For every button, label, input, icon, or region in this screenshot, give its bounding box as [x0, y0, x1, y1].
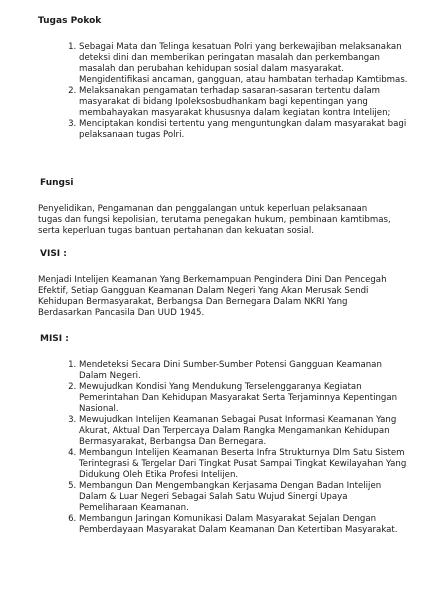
list-item: 2. Melaksanakan pengamatan terhadap sasaran-sasaran tertentu dalam masyarakat di bidang Ipoleksosbudhankam bagi kepentingan yang membahayakan masyarakat khususnya dalam kegiatan kontra Intelijen; [79, 86, 409, 119]
list-item: 3. Menciptakan kondisi tertentu yang menguntungkan dalam masyarakat bagi pelaksanaan tugas Polri. [79, 119, 409, 141]
visi-text: Menjadi Intelijen Keamanan Yang Berkemampuan Pengindera Dini Dan Pencegah Efektif, Setiap Gangguan Keamanan Dalam Negeri Yang Akan Merusak Sendi Kehidupan Bermasyarakat, Berbangsa Dan Bernegara Dalam NKRI Yang Berdasarkan Pancasila Dan UUD 1945. [38, 275, 387, 318]
list-item: 5. Membangun Dan Mengembangkan Kerjasama Dengan Badan Intelijen Dalam & Luar Negeri Sebagai Salah Satu Wujud Sinergi Upaya Pemeliharaan Keamanan. [79, 481, 409, 514]
list-item: 1. Sebagai Mata dan Telinga kesatuan Polri yang berkewajiban melaksanakan deteksi dini dan memberikan peringatan masalah dan perkembangan masalah dan perubahan kehidupan sosial dalam masyarakat. Mengidentifikasi ancaman, gangguan, atau hambatan terhadap Kamtibmas. [79, 42, 409, 86]
tugas-pokok-heading: Tugas Pokok [38, 16, 102, 26]
list-item: 2. Mewujudkan Kondisi Yang Mendukung Terselenggaranya Kegiatan Pemerintahan Dan Kehidupan Masyarakat Serta Terjaminnya Kepentingan Nasional. [79, 382, 409, 415]
fungsi-heading: Fungsi [40, 178, 74, 188]
misi-heading: MISI : [40, 334, 69, 344]
tugas-pokok-list [57, 42, 409, 141]
misi-list [57, 360, 409, 536]
list-item: 3. Mewujudkan Intelijen Keamanan Sebagai Pusat Informasi Keamanan Yang Akurat, Aktual Dan Terpercaya Dalam Rangka Mengamankan Kehidupan Bermasyarakat, Berbangsa Dan Bernegara. [79, 415, 409, 448]
visi-heading: VISI : [40, 249, 67, 259]
list-item: 1. Mendeteksi Secara Dini Sumber-Sumber Potensi Gangguan Keamanan Dalam Negeri. [79, 360, 409, 382]
list-item: 6. Membangun Jaringan Komunikasi Dalam Masyarakat Sejalan Dengan Pemberdayaan Masyarakat Dalam Keamanan Dan Ketertiban Masyarakat. [79, 514, 409, 536]
fungsi-text: Penyelidikan, Pengamanan dan penggalangan untuk keperluan pelaksanaan tugas dan fungsi kepolisian, terutama penegakan hukum, pembinaan kamtibmas, serta keperluan tugas bantuan pertahanan dan kekuatan sosial. [38, 204, 391, 236]
list-item: 4. Membangun Intelijen Keamanan Beserta Infra Strukturnya Dlm Satu Sistem Terintegrasi & Tergelar Dari Tingkat Pusat Sampai Tingkat Kewilayahan Yang Didukung Oleh Etika Profesi Intelijen. [79, 448, 409, 481]
